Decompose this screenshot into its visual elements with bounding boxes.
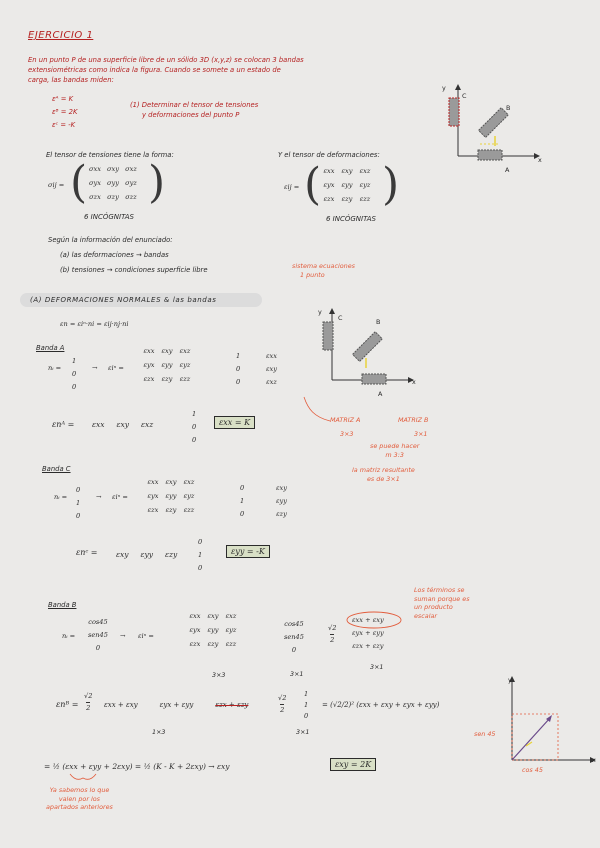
note-line: Los términos se bbox=[414, 586, 465, 594]
matrix-cell: εzz bbox=[225, 640, 237, 648]
vector-cell: 0 bbox=[95, 644, 101, 652]
measurements bbox=[52, 94, 77, 130]
eps-i-n: εiⁿ = bbox=[138, 632, 154, 640]
page-title: EJERCICIO 1 bbox=[28, 30, 94, 41]
matrix-cell: εxx bbox=[323, 167, 335, 175]
measure-a: εᴬ = K bbox=[52, 95, 74, 103]
matrix-cell: εzy bbox=[207, 640, 219, 648]
strain-label: Y el tensor de deformaciones: bbox=[278, 151, 380, 159]
n-vector-b bbox=[88, 618, 108, 652]
n-vector-a2 bbox=[236, 352, 240, 386]
dim-3x1-b: 3×1 bbox=[370, 663, 384, 671]
vector-cell: 1 bbox=[240, 497, 245, 505]
eq-final: = ½ (εxx + εyy + 2εxy) = ½ (K - K + 2εxy) → εxy bbox=[44, 762, 230, 771]
vector-cell: sen45 bbox=[284, 633, 304, 641]
vector-cell: 0 bbox=[236, 365, 241, 373]
row-cell: εxz bbox=[140, 420, 154, 429]
vector-cell: εxx + εxy bbox=[352, 616, 384, 624]
vector-cell: εzx + εzy bbox=[352, 642, 384, 650]
row-cell: εxy bbox=[116, 420, 129, 429]
strain-matrix bbox=[304, 159, 400, 213]
matrix-cell: εxz bbox=[179, 347, 191, 355]
sqrt2-over-2 bbox=[84, 692, 92, 712]
matrix-cell: σzy bbox=[107, 193, 119, 201]
vector-cell: 0 bbox=[291, 646, 297, 654]
bands-figure-mid bbox=[314, 308, 424, 388]
vector-cell: εzy bbox=[276, 510, 287, 518]
question-line: (1) Determinar el tensor de tensiones bbox=[130, 101, 259, 109]
cos45-label: cos 45 bbox=[522, 766, 543, 774]
vector-cell: 0 bbox=[240, 484, 245, 492]
vector-cell: 0 bbox=[198, 538, 203, 546]
matrix-cell: εyx bbox=[147, 492, 159, 500]
vector-cell: 0 bbox=[72, 370, 77, 378]
arrow: → bbox=[92, 364, 98, 372]
vector-cell: 1 bbox=[236, 352, 241, 360]
band-a-label: A bbox=[378, 390, 383, 398]
vec-c-3 bbox=[198, 538, 202, 572]
note-system bbox=[292, 262, 355, 280]
note-line: escalar bbox=[414, 611, 438, 620]
matrix-cell: σyx bbox=[89, 179, 101, 187]
vec-110 bbox=[304, 690, 308, 720]
matrix-cell: εxz bbox=[359, 167, 371, 175]
matriz-explain bbox=[370, 442, 419, 460]
matrix-cell: εxy bbox=[161, 347, 173, 355]
vector-cell: 0 bbox=[240, 510, 245, 518]
intro-text bbox=[28, 55, 388, 85]
intro-line: En un punto P de una superficie libre de un sólido 3D (x,y,z) se colocan 3 bandas bbox=[28, 56, 304, 64]
matrix-cell: εzx bbox=[189, 640, 201, 648]
strain-unknowns: 6 INCÓGNITAS bbox=[326, 215, 376, 223]
matrix-cell: εyx bbox=[189, 626, 201, 634]
band-a-label: A bbox=[505, 166, 510, 174]
stress-unknowns: 6 INCÓGNITAS bbox=[84, 213, 134, 221]
row-b bbox=[104, 701, 248, 709]
matrix-cell: εzx bbox=[323, 195, 335, 203]
note-line: un producto bbox=[414, 603, 453, 611]
result-a bbox=[266, 352, 277, 386]
matrix-cell: σyy bbox=[107, 179, 119, 187]
matrix-cell: εxy bbox=[165, 478, 177, 486]
info-label: Según la información del enunciado: bbox=[48, 236, 173, 244]
brace-under bbox=[68, 772, 98, 784]
measure-c: εᶜ = -K bbox=[52, 121, 76, 129]
stress-matrix bbox=[70, 157, 166, 211]
info-a: (a) las deformaciones → bandas bbox=[60, 251, 169, 259]
result-box-a: εxx = K bbox=[214, 416, 255, 429]
vector-cell: εxy bbox=[266, 365, 277, 373]
matrix-cell: εyy bbox=[207, 626, 219, 634]
sqrt2-over-2-b bbox=[278, 694, 286, 714]
matrix-cell: εzx bbox=[147, 506, 159, 514]
intro-line: carga, las bandas miden: bbox=[28, 76, 114, 84]
axis-y-label: y bbox=[508, 676, 512, 684]
matriz-a: MATRIZ A bbox=[330, 416, 361, 424]
matrix-cell: εzy bbox=[341, 195, 353, 203]
vector-cell: 1 bbox=[198, 551, 203, 559]
result-c bbox=[276, 484, 287, 518]
fraction-den: 2 bbox=[330, 636, 335, 644]
note-bottom bbox=[46, 786, 113, 812]
matrix-cell: εxx bbox=[143, 347, 155, 355]
fraction-den: 2 bbox=[280, 706, 285, 714]
bracket-left: ( bbox=[304, 159, 322, 210]
fraction-den: 2 bbox=[86, 704, 91, 712]
intro-line: extensiométricas como indica la figura. Cuando se somete a un estado de bbox=[28, 66, 281, 74]
vector-cell: 0 bbox=[192, 423, 197, 431]
vector-cell: εyx + εyy bbox=[352, 629, 384, 637]
row-cell: εxy bbox=[116, 550, 129, 559]
n-vector-a bbox=[72, 357, 76, 391]
matrix-cell: εyx bbox=[323, 181, 335, 189]
angle-diagram bbox=[500, 676, 596, 776]
note-line: se puede hacer bbox=[370, 442, 420, 450]
axis-x-label: x bbox=[412, 378, 416, 386]
vector-cell: 0 bbox=[304, 712, 309, 720]
matriz-b: MATRIZ B bbox=[398, 416, 429, 424]
vector-cell: 0 bbox=[76, 486, 81, 494]
bracket-right: ) bbox=[148, 157, 166, 208]
info-b: (b) tensiones → condiciones superficie libre bbox=[60, 266, 208, 274]
matrix-cell: εzz bbox=[183, 506, 195, 514]
strain-lhs: εij = bbox=[284, 183, 300, 191]
eq-b-tail: = (√2/2)² (εxx + εxy + εyx + εyy) bbox=[322, 701, 440, 709]
stress-label: El tensor de tensiones tiene la forma: bbox=[46, 151, 174, 159]
band-c-label: C bbox=[462, 92, 467, 100]
vector-cell: εxy bbox=[276, 484, 287, 492]
matrix-cell: σzz bbox=[125, 193, 137, 201]
vector-cell: 0 bbox=[236, 378, 241, 386]
arrow: → bbox=[120, 632, 126, 640]
eps-n-a: εnᴬ = bbox=[52, 420, 75, 429]
n-vector-c bbox=[76, 486, 80, 520]
strain-matrix-c bbox=[144, 478, 230, 514]
row-cell: εyx + εyy bbox=[159, 701, 194, 709]
row-a bbox=[92, 420, 153, 429]
note-line: la matriz resultante bbox=[352, 466, 415, 474]
matrix-cell: σxx bbox=[89, 165, 101, 173]
dim-3x1: 3×1 bbox=[290, 670, 304, 678]
matrix-cell: εyz bbox=[359, 181, 371, 189]
vec-a-3 bbox=[192, 410, 196, 444]
matrix-cell: σxy bbox=[107, 165, 119, 173]
n-vector-c2 bbox=[240, 484, 244, 518]
matriz-result bbox=[352, 466, 415, 484]
n-vector-label: nᵢ = bbox=[48, 364, 62, 372]
matrix-cell: σxz bbox=[125, 165, 137, 173]
vector-cell: 1 bbox=[76, 499, 81, 507]
strain-matrix-b bbox=[186, 612, 272, 648]
matrix-cell: εzz bbox=[359, 195, 371, 203]
arrow: → bbox=[96, 493, 102, 501]
matrix-cell: εyx bbox=[143, 361, 155, 369]
bracket-right: ) bbox=[382, 159, 400, 210]
row-cell: εyy bbox=[140, 550, 153, 559]
axis-x-label: x bbox=[538, 156, 542, 164]
note-line: suman porque es bbox=[414, 594, 470, 603]
n-vector-label: nᵢ = bbox=[62, 632, 76, 640]
matrix-cell: εxz bbox=[225, 612, 237, 620]
vector-cell: cos45 bbox=[88, 618, 108, 626]
vector-cell: 1 bbox=[72, 357, 77, 365]
band-b-label: B bbox=[376, 318, 381, 326]
vector-cell: cos45 bbox=[284, 620, 304, 628]
vector-cell: 1 bbox=[304, 690, 309, 698]
axis-x-label: x bbox=[592, 756, 596, 764]
question-line: y deformaciones del punto P bbox=[142, 111, 240, 119]
row-cell: εzy bbox=[165, 550, 178, 559]
note-line: sistema ecuaciones bbox=[292, 262, 355, 270]
matrix-cell: σyz bbox=[125, 179, 137, 187]
matrix-cell: εzx bbox=[143, 375, 155, 383]
vector-cell: 1 bbox=[304, 701, 309, 709]
row-cell: εxx bbox=[92, 420, 105, 429]
matrix-cell: εxy bbox=[207, 612, 219, 620]
eps-i-n: εiⁿ = bbox=[112, 493, 128, 501]
vector-cell: εyy bbox=[276, 497, 287, 505]
matrix-cell: σzx bbox=[89, 193, 101, 201]
note-line: valen por los bbox=[58, 794, 100, 803]
fraction-num: √2 bbox=[278, 694, 287, 702]
result-box-b: εxy = 2K bbox=[330, 758, 376, 771]
circle-highlight bbox=[346, 610, 406, 630]
question bbox=[130, 100, 258, 120]
vector-cell: εxz bbox=[266, 378, 277, 386]
matrix-cell: εyy bbox=[161, 361, 173, 369]
fraction-num: √2 bbox=[84, 692, 93, 700]
vector-cell: 0 bbox=[198, 564, 203, 572]
banda-b-title: Banda B bbox=[48, 601, 77, 609]
vector-cell: 1 bbox=[192, 410, 197, 418]
matrix-cell: εyz bbox=[179, 361, 191, 369]
matrix-cell: εzy bbox=[161, 375, 173, 383]
row-c bbox=[116, 550, 177, 559]
eps-n-c: εnᶜ = bbox=[76, 548, 98, 557]
dim-1x3: 1×3 bbox=[152, 728, 166, 736]
matrix-cell: εyy bbox=[165, 492, 177, 500]
matrix-cell: εzz bbox=[179, 375, 191, 383]
matrix-cell: εyy bbox=[341, 181, 353, 189]
row-cell: εzx + εzy bbox=[215, 701, 249, 709]
section-a-header: (A) DEFORMACIONES NORMALES & las bandas bbox=[20, 293, 262, 307]
sen45-label: sen 45 bbox=[474, 730, 496, 738]
note-line: 1 punto bbox=[300, 271, 325, 279]
dim-3x3: 3×3 bbox=[212, 671, 226, 679]
banda-c-title: Banda C bbox=[42, 465, 71, 473]
result-box-c: εyy = -K bbox=[226, 545, 270, 558]
vector-cell: εxx bbox=[266, 352, 277, 360]
note-line: m 3:3 bbox=[385, 451, 404, 459]
note-line: es de 3×1 bbox=[366, 475, 400, 483]
matriz-b-dim: 3×1 bbox=[414, 430, 428, 438]
note-terms bbox=[414, 586, 470, 620]
matriz-a-dim: 3×3 bbox=[340, 430, 354, 438]
dim-3x1-c: 3×1 bbox=[296, 728, 310, 736]
stress-lhs: σij = bbox=[48, 181, 65, 189]
banda-a-title: Banda A bbox=[36, 344, 65, 352]
note-line: Ya sabemos lo que bbox=[49, 786, 110, 794]
vector-cell: 0 bbox=[76, 512, 81, 520]
matrix-cell: εxx bbox=[147, 478, 159, 486]
vector-cell: sen45 bbox=[88, 631, 108, 639]
band-c-label: C bbox=[338, 314, 343, 322]
matrix-cell: εxy bbox=[341, 167, 353, 175]
matrix-cell: εxx bbox=[189, 612, 201, 620]
matrix-cell: εyz bbox=[225, 626, 237, 634]
n-vector-label: nᵢ = bbox=[54, 493, 68, 501]
note-line: apartados anteriores bbox=[46, 803, 113, 811]
fraction-num: √2 bbox=[328, 624, 337, 632]
band-b-label: B bbox=[506, 104, 511, 112]
strain-matrix-a bbox=[140, 347, 226, 383]
eps-i-n: εiⁿ = bbox=[108, 364, 124, 372]
sqrt2-over-2 bbox=[328, 624, 336, 644]
vector-cell: 0 bbox=[72, 383, 77, 391]
measure-b: εᴮ = 2K bbox=[52, 108, 78, 116]
vector-cell: 0 bbox=[192, 436, 197, 444]
axis-y-label: y bbox=[318, 308, 322, 316]
axis-y-label: y bbox=[442, 84, 446, 92]
formula: εn = εiⁿ·ni = εij·nj·ni bbox=[60, 320, 129, 328]
n-vector-b2 bbox=[284, 620, 304, 654]
bracket-left: ( bbox=[70, 157, 88, 208]
matrix-cell: εzy bbox=[165, 506, 177, 514]
row-cell: εxx + εxy bbox=[104, 701, 138, 709]
matrix-cell: εxz bbox=[183, 478, 195, 486]
matrix-cell: εyz bbox=[183, 492, 195, 500]
eps-n-b: εnᴮ = bbox=[56, 700, 79, 709]
bands-figure-top bbox=[440, 84, 550, 164]
